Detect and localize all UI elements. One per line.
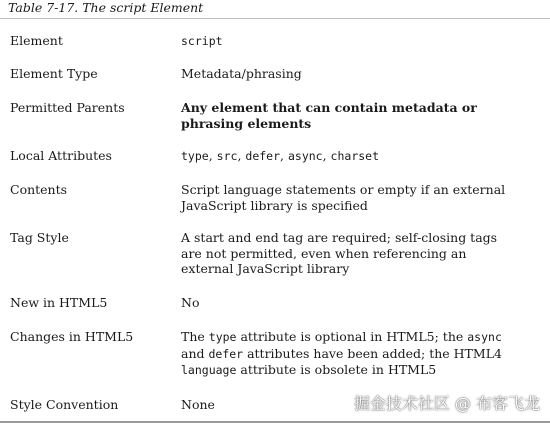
row-value-element [181,33,521,50]
value-text: and [181,345,209,361]
code-term: async [287,149,323,163]
code-term: charset [330,149,380,163]
row-label-permitted-parents: Permitted Parents [10,100,125,115]
code-term: async [467,330,502,344]
table-row [0,87,550,137]
watermark: 掘金技术社区 @ 布客飞龙 [353,394,540,413]
table-row [0,171,550,217]
row-label-local-attributes: Local Attributes [10,148,112,163]
code-term: script [181,34,223,48]
code-term: type [208,330,237,344]
row-label-element-type: Element Type [10,66,98,81]
row-label-style-convention: Style Convention [10,397,119,412]
script-element-table [0,19,550,420]
value-text: attribute is optional in HTML5; the [236,329,468,344]
table-caption: Table 7-17. The script Element [8,0,204,15]
table-row [0,217,550,286]
code-term: defer [208,346,244,361]
row-value-new-in-html5 [181,295,521,311]
row-value-element-type [181,66,521,82]
value-text: , [322,148,331,163]
value-text: No [181,295,200,310]
row-label-element: Element [10,33,63,48]
code-term: src [216,149,238,163]
row-value-tag-style [181,230,521,277]
value-text: Metadata/phrasing [181,66,302,81]
row-label-new-in-html5: New in HTML5 [10,295,108,310]
value-text: attribute is obsolete in HTML5 [236,362,437,377]
value-text: , [237,148,246,163]
row-label-changes-in-html5: Changes in HTML5 [10,329,134,344]
row-label-contents: Contents [10,182,68,197]
row-label-tag-style: Tag Style [10,230,69,245]
value-text: Script language statements or empty if an external JavaScript library is specified [181,182,506,213]
code-term: defer [245,149,281,163]
table-row [0,53,550,87]
value-text: None [181,397,215,412]
value-text: The [181,329,209,344]
value-text: , [280,148,288,163]
row-value-changes-in-html5 [181,329,521,379]
table-bottom-rule [0,421,550,423]
table-row [0,19,550,53]
row-value-permitted-parents [181,100,521,131]
code-term: language [181,363,237,377]
table-row [0,137,550,171]
value-text: , [208,148,217,163]
value-text: A start and end tag are required; self-closing tags are not permitted, even when referencing an external JavaScript library [181,230,498,276]
value-text: attributes have been added; the HTML4 [243,345,502,361]
row-value-contents [181,182,521,213]
row-value-local-attributes [181,148,521,165]
code-term: type [181,149,209,163]
table-row [0,286,550,318]
table-row [0,318,550,386]
value-text: Any element that can contain metadata or phrasing elements [181,100,477,131]
